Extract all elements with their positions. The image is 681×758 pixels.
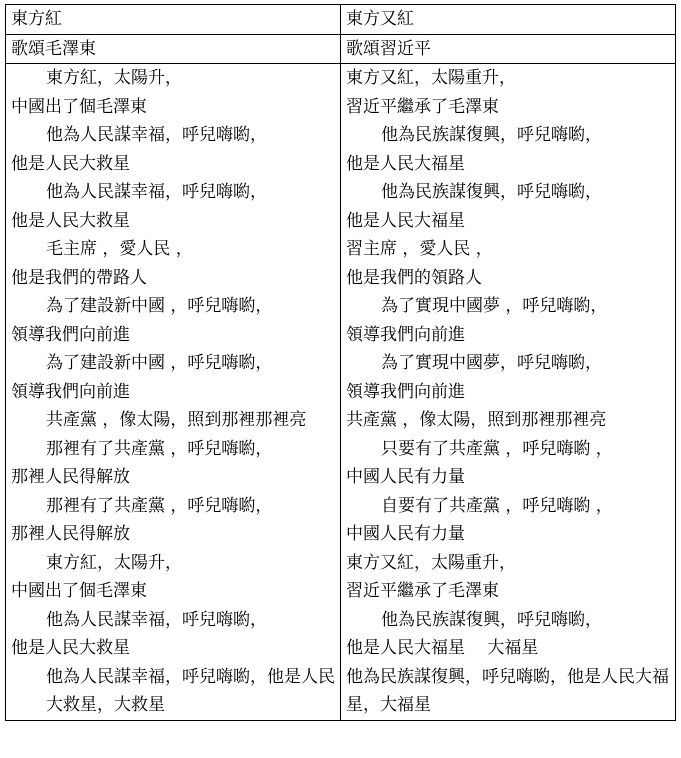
lyric-line: 他是我們的領路人 <box>346 267 482 288</box>
lyric-line: 中國人民有力量 <box>346 467 465 487</box>
lyric-line: 他是人民大福星 <box>346 153 465 174</box>
right-song-title: 東方又紅 <box>341 5 676 35</box>
title-row <box>6 5 676 35</box>
lyric-line: 東方紅，太陽升， <box>46 552 182 573</box>
lyric-line: 那裡有了共產黨 ，呼兒嗨喲， <box>46 438 273 459</box>
lyric-line: 只要有了共產黨 ，呼兒嗨喲 ， <box>381 438 613 459</box>
lyric-line: 他為人民謀幸福，呼兒嗨喲， <box>46 609 267 630</box>
lyric-line: 領導我們向前進 <box>11 381 130 402</box>
lyric-line: 他為人民謀幸福，呼兒嗨喲， <box>46 182 267 202</box>
lyric-line: 他為民族謀復興，呼兒嗨喲， <box>381 182 602 202</box>
lyric-line: 他是人民大福星 <box>346 210 465 231</box>
lyric-line: 為了建設新中國 ，呼兒嗨喲， <box>46 296 273 316</box>
subtitle-row <box>6 34 676 64</box>
left-lyrics <box>6 64 341 721</box>
lyrics-comparison-table <box>5 4 676 721</box>
lyric-line: 為了實現中國夢，呼兒嗨喲， <box>381 353 602 373</box>
lyric-line: 領導我們向前進 <box>346 381 465 402</box>
lyric-line: 共產黨 ，像太陽，照到那裡那裡亮 <box>46 410 307 430</box>
lyric-line: 那裡人民得解放 <box>11 467 130 487</box>
lyric-line: 他為人民謀幸福，呼兒嗨喲，他是人民大救星，大救星 <box>46 666 335 715</box>
lyric-line: 自要有了共產黨 ，呼兒嗨喲 ， <box>381 495 613 516</box>
lyric-line: 共產黨 ，像太陽，照到那裡那裡亮 <box>346 410 607 430</box>
lyric-line: 習主席 ，愛人民 ， <box>346 239 493 259</box>
lyric-line: 他為民族謀復興，呼兒嗨喲， <box>381 125 602 145</box>
lyric-line: 東方又紅，太陽重升， <box>346 68 516 88</box>
lyric-line: 領導我們向前進 <box>346 324 465 345</box>
lyric-line: 他是人民大福星 大福星 <box>346 638 539 658</box>
lyric-line: 習近平繼承了毛澤東 <box>346 581 499 601</box>
lyric-line: 他為民族謀復興，呼兒嗨喲，他是人民大福星，大福星 <box>346 666 669 715</box>
left-song-subtitle: 歌頌毛澤東 <box>6 34 341 64</box>
lyric-line: 中國出了個毛澤東 <box>11 581 147 601</box>
lyric-line: 他為人民謀幸福，呼兒嗨喲， <box>46 125 267 145</box>
lyric-line: 那裡人民得解放 <box>11 524 130 544</box>
lyric-line: 他是人民大救星 <box>11 210 130 231</box>
lyric-line: 為了建設新中國 ，呼兒嗨喲， <box>46 353 273 373</box>
lyric-line: 中國人民有力量 <box>346 524 465 544</box>
lyric-line: 東方紅，太陽升， <box>46 68 182 88</box>
lyric-line: 那裡有了共產黨 ，呼兒嗨喲， <box>46 495 273 516</box>
right-lyrics <box>341 64 676 721</box>
right-song-subtitle: 歌頌習近平 <box>341 34 676 64</box>
lyric-line: 他是人民大救星 <box>11 638 130 658</box>
lyric-line: 領導我們向前進 <box>11 324 130 345</box>
lyrics-row <box>6 64 676 721</box>
lyric-line: 中國出了個毛澤東 <box>11 96 147 117</box>
lyric-line: 東方又紅，太陽重升， <box>346 552 516 573</box>
left-song-title: 東方紅 <box>6 5 341 35</box>
lyric-line: 他為民族謀復興，呼兒嗨喲， <box>381 609 602 630</box>
lyric-line: 他是我們的帶路人 <box>11 267 147 288</box>
lyric-line: 習近平繼承了毛澤東 <box>346 96 499 117</box>
lyric-line: 為了實現中國夢 ，呼兒嗨喲， <box>381 296 608 316</box>
lyric-line: 毛主席 ，愛人民 ， <box>46 239 193 259</box>
lyric-line: 他是人民大救星 <box>11 153 130 174</box>
